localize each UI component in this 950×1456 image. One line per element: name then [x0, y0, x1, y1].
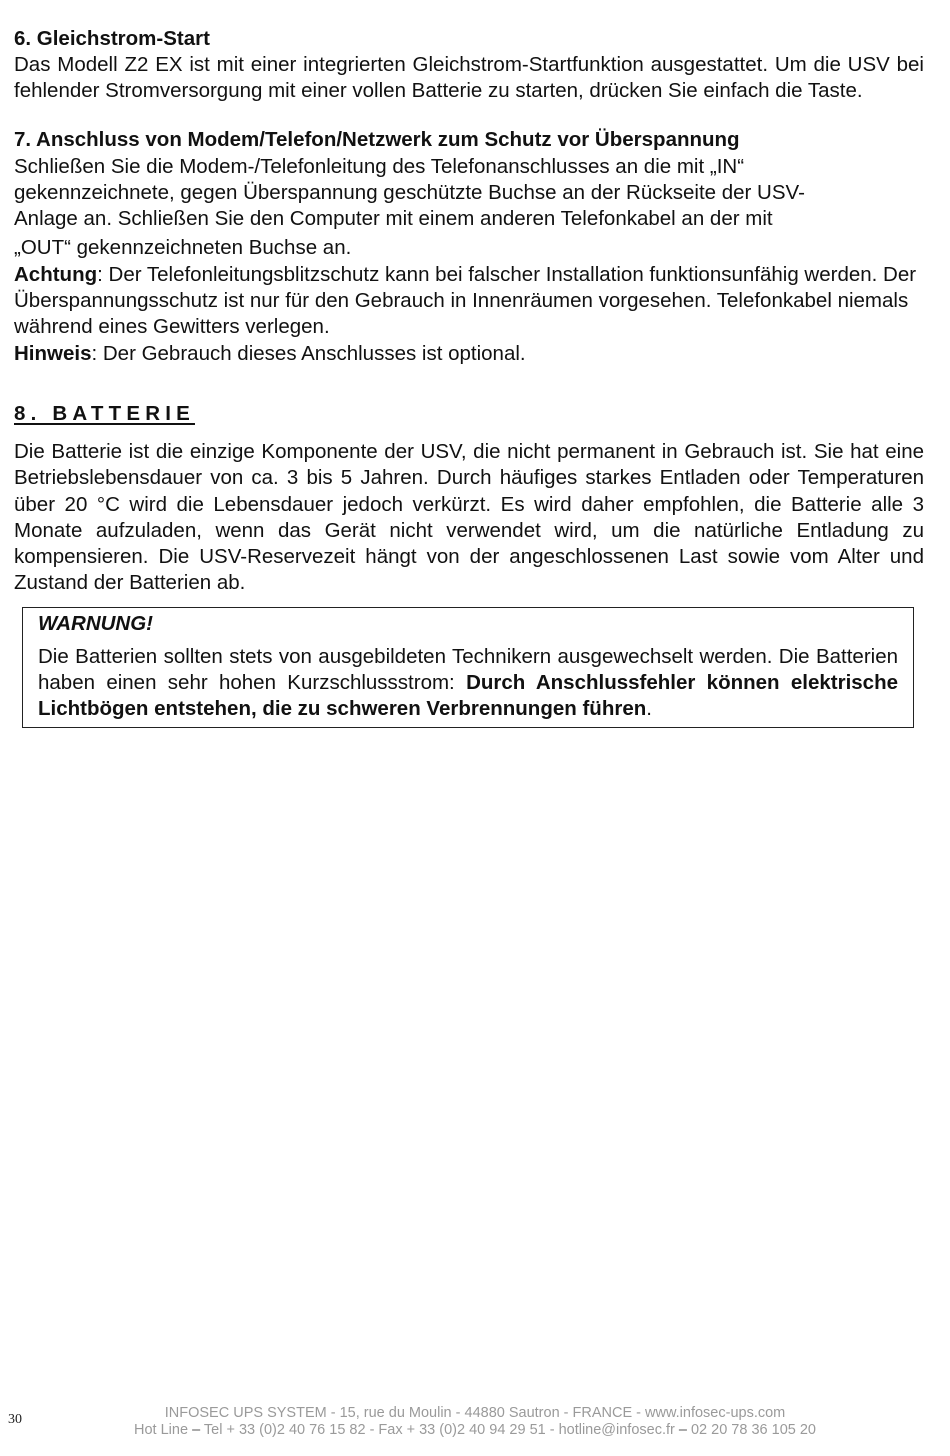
footer-dash-2: – [678, 1422, 687, 1438]
warning-box [22, 607, 914, 728]
section-8-title: 8. BATTERIE [14, 401, 195, 425]
achtung-text: : Der Telefonleitungsblitzschutz kann bei falscher Installation funktionsunfähig werden. Der Überspannungsschutz ist nur für den Gebrauch in Innenräumen vorgesehen. Telefonkabel niemals während eines Gewitters verlegen. [14, 262, 917, 339]
section-8-body: Die Batterie ist die einzige Komponente der USV, die nicht permanent in Gebrauch ist. Sie hat eine Betriebslebensdauer von ca. 3 bis 5 Jahren. Durch häufiges starkes Entladen oder Temperaturen über 20 °C wird die Lebensdauer jedoch verkürzt. Es wird daher empfohlen, die Batterie alle 3 Monate aufzuladen, wenn das Gerät nicht verwendet wird, um die natürliche Entladung zu kompensieren. Die USV-Reservezeit hängt von der angeschlossenen Last sowie vom Alter und Zustand der Batterien ab. [14, 439, 924, 595]
achtung-paragraph [14, 262, 924, 341]
warning-title: WARNUNG! [38, 611, 154, 635]
section-7-line-3: Anlage an. Schließen Sie den Computer mit einem anderen Telefonkabel an der mit [14, 207, 773, 231]
footer-contact-line [0, 1422, 950, 1439]
footer-extra-number: 02 20 78 36 105 20 [686, 1422, 816, 1438]
section-7-body [14, 154, 924, 367]
footer-dash-1: – [192, 1422, 201, 1438]
document-page [14, 26, 924, 728]
section-7-line-4: „OUT“ gekennzeichneten Buchse an. [14, 236, 352, 260]
section-7-line-2: gekennzeichnete, gegen Überspannung geschützte Buchse an der Rückseite der USV- [14, 180, 805, 204]
warning-text [38, 644, 898, 723]
section-7-line-1: Schließen Sie die Modem-/Telefonleitung des Telefonanschlusses an die mit „IN“ [14, 154, 745, 178]
warning-text-plain: Die Batterien sollten stets von ausgebildeten Technikern ausgewechselt werden. Die Batterien haben einen sehr hohen Kurzschlussstrom: [38, 644, 898, 695]
hinweis-label: Hinweis [14, 341, 92, 365]
section-7-title: 7. Anschluss von Modem/Telefon/Netzwerk zum Schutz vor Überspannung [14, 127, 740, 151]
footer-phone-fax-email: Tel + 33 (0)2 40 76 15 82 - Fax + 33 (0)2 40 94 29 51 - hotline@infosec.fr [200, 1422, 679, 1438]
hinweis-paragraph [14, 341, 924, 367]
warning-text-end: . [646, 697, 652, 721]
achtung-label: Achtung [14, 262, 98, 286]
hinweis-text: : Der Gebrauch dieses Anschlusses ist optional. [91, 341, 526, 365]
page-number: 30 [8, 1412, 22, 1427]
page-footer [0, 1405, 950, 1439]
section-6-title: 6. Gleichstrom-Start [14, 27, 210, 50]
section-6-body: Das Modell Z2 EX ist mit einer integrierten Gleichstrom-Startfunktion ausgestattet. Um die USV bei fehlender Stromversorgung mit einer vollen Batterie zu starten, drücken Sie einfach die Taste. [14, 53, 924, 103]
footer-address-line: INFOSEC UPS SYSTEM - 15, rue du Moulin - 44880 Sautron - FRANCE - www.infosec-ups.com [164, 1405, 786, 1421]
warning-text-bold: Durch Anschlussfehler können elektrische Lichtbögen entstehen, die zu schweren Verbrennungen führen [38, 671, 898, 721]
footer-hotline-label: Hot Line [134, 1422, 193, 1438]
